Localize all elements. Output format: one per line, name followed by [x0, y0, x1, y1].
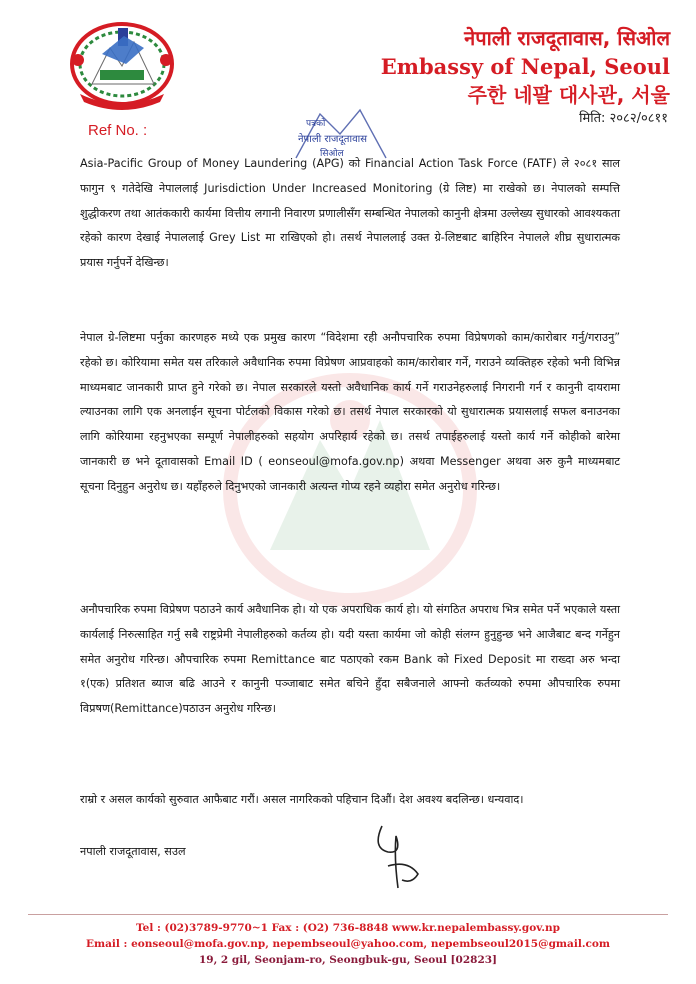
footer-emails: Email : eonseoul@mofa.gov.np, nepembseoul@yahoo.com, nepembseoul2015@gmail.com: [85, 938, 610, 950]
footer-address: 19, 2 gil, Seonjam-ro, Seongbuk-gu, Seoul [02823]: [198, 954, 498, 966]
paragraph-apg-greylist: Asia-Pacific Group of Money Laundering (APG) को Financial Action Task Force (FATF) ले २०८१ साल फागुन ९ गतेदेखि नेपाललाई Jurisdiction Under Increased Monitoring (ग्रे लिष्ट) मा राखेको छ। नेपालको सम्पत्ति शुद्धीकरण तथा आतंककारी कार्यमा वित्तीय लगानी निवारण प्रणालीसँग सम्बन्धित नेपालको कानुनी क्षेत्रमा उल्लेख्य सुधारको आवश्यकता रहेको कारण देखाई नेपाललाई Grey List मा राखिएको हो। तसर्थ नेपाललाई उक्त ग्रे-लिष्टबाट बाहिरिन नेपालले शीघ्र सुधारात्मक प्रयास गर्नुपर्ने देखिन्छ।: [80, 157, 620, 270]
paragraph-informal-remittance: नेपाल ग्रे-लिष्टमा पर्नुका कारणहरु मध्ये एक प्रमुख कारण “विदेशमा रही अनौपचारिक रुपमा विप्रेषणको काम/कारोबार गर्नु/गराउनु” रहेको छ। कोरियामा समेत यस तरिकाले अवैधानिक रुपमा विप्रेषण आप्रवाहको काम/कारोबार गर्ने, गराउने व्यक्तिहरु रहेको भनी विभिन्न माध्यमबाट जानकारी प्राप्त हुने गरेको छ। नेपाल सरकारले यस्तो अवैधानिक कार्य गर्ने गराउनेहरुलाई निगरानी गर्न र कानुनी दायरामा ल्याउनका लागि एक अनलाईन सूचना पोर्टलको विकास गरेको छ। तसर्थ नेपाल सरकारको यो सुधारात्मक प्रयासलाई सफल बनाउनका लागि कोरियामा रहनुभएका सम्पूर्ण नेपालीहरुको सहयोग अपरिहार्य रहेको छ। तसर्थ तपाईहरुलाई यस्तो कार्य गर्ने कोहीको बारेमा जानकारी छ भने दूतावासको Email ID ( eonseoul@mofa.gov.np) अथवा Messenger अथवा अरु कुनै माध्यमबाट सूचना दिनुहुन अनुरोध छ। यहाँहरुले दिनुभएको जानकारी अत्यन्त गोप्य रहने व्यहोरा समेत अनुरोध गरिन्छ।: [80, 331, 620, 493]
embassy-name-korean: 주한 네팔 대사관, 서울: [467, 83, 670, 107]
nepal-emblem-icon: [62, 14, 182, 112]
footer-contact: Tel : (02)3789-9770~1 Fax : (O2) 736-8848 www.kr.nepalembassy.gov.np: [136, 922, 560, 934]
letter-footer: [0, 920, 696, 968]
stamp-text-1: पत्रको: [306, 119, 326, 129]
letter-date: मिति: २०८२/०८११: [579, 111, 668, 126]
footer-divider: [28, 914, 668, 915]
embassy-header: [381, 26, 670, 108]
paragraph-request-formal-remittance: अनौपचारिक रुपमा विप्रेषण पठाउने कार्य अवैधानिक हो। यो एक अपराधिक कार्य हो। यो संगठित अपराध भित्र समेत पर्ने भएकाले यस्ता कार्यलाई निरुत्साहित गर्नु सबै राष्ट्रप्रेमी नेपालीहरुको कर्तव्य हो। यदी यस्ता कार्यमा जो कोही संलग्न हुनुहुन्छ भने आजैबाट बन्द गर्नेहुन समेत अनुरोध गरिन्छ। औपचारिक रुपमा Remittance बाट पठाएको रकम Bank को Fixed Deposit मा राख्दा अरु भन्दा १(एक) प्रतिशत ब्याज बढि आउने र कानुनी पञ्जाबाट समेत बचिने हुँदा सबैजनाले आफ्नो कर्तव्यको रुपमा औपचारिक रुपमा विप्रषण(Remittance)पठाउन अनुरोध गरिन्छ।: [80, 603, 620, 716]
signatory-office: नपाली राजदूतावास, सउल: [80, 845, 186, 858]
ref-number-label: Ref No. :: [88, 122, 148, 139]
closing-line: राम्रो र असल कार्यको सुरुवात आफैबाट गरौं। असल नागरिकको पहिचान दिऔं। देश अवश्य बदलिन्छ। धन्यवाद।: [80, 793, 524, 806]
embassy-name-english: Embassy of Nepal, Seoul: [380, 54, 670, 79]
embassy-name-nepali: नेपाली राजदूतावास, सिओल: [464, 26, 670, 50]
stamp-text-2: नेपाली राजदूतावास: [298, 134, 367, 145]
signature: [368, 818, 428, 894]
stamp-text-3: सिओल: [320, 149, 344, 159]
